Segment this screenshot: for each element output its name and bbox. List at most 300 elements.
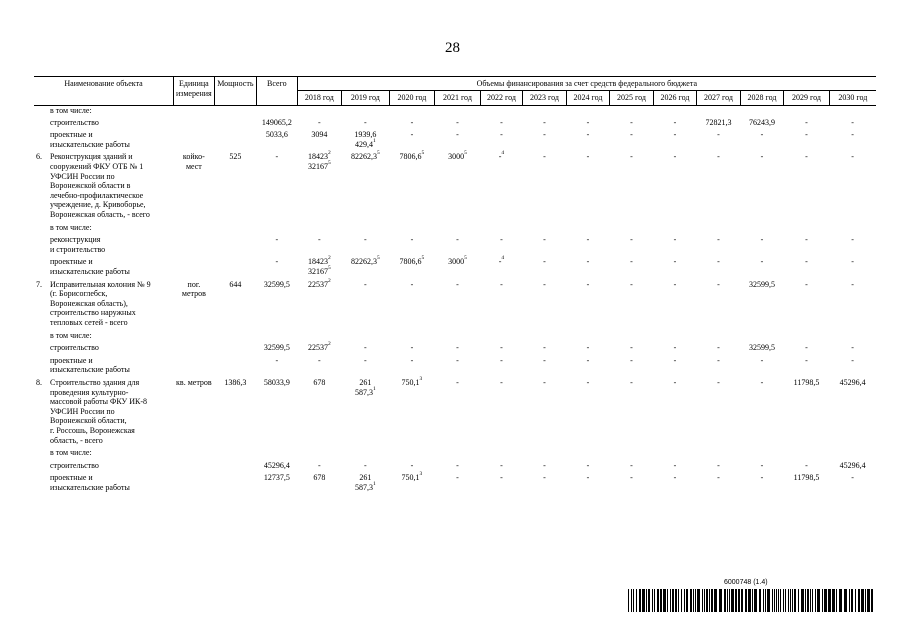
object-name <box>34 343 174 356</box>
year-value-cell: 32599,5 <box>748 279 775 289</box>
object-name-line: проведения культурно- <box>50 387 129 397</box>
year-value-cell: 82262,3$^5$ <box>350 150 380 162</box>
header-year: 2019 год <box>342 90 390 105</box>
year-value-cell: - <box>500 117 503 127</box>
year-value-cell: - <box>673 378 677 387</box>
table-row <box>34 223 876 236</box>
object-name <box>34 331 174 344</box>
page-number: 28 <box>445 40 460 56</box>
year-value-cell: - <box>673 152 677 162</box>
year-value-cell: - <box>586 235 590 245</box>
row-number <box>36 473 50 492</box>
year-value-cell: - <box>456 355 459 365</box>
object-name <box>34 105 174 118</box>
barcode <box>628 589 875 612</box>
year-value-cell: - <box>630 117 633 127</box>
year-value-cell: - <box>500 460 503 470</box>
year-value-cell: - <box>630 235 633 245</box>
header-year: 2029 год <box>784 90 830 105</box>
table-row <box>34 105 876 118</box>
capacity-cell <box>214 223 257 236</box>
year-value-cell <box>297 331 342 344</box>
table-row <box>34 152 876 222</box>
object-name-line: проектные и <box>50 257 93 267</box>
object-name-line: реконструкция <box>50 235 101 245</box>
year-value-cell <box>389 105 435 118</box>
year-value-cell: - <box>805 235 808 245</box>
object-name <box>34 280 174 331</box>
object-name-line: и строительство <box>50 244 106 254</box>
year-value-cell <box>389 331 435 344</box>
unit-cell <box>174 130 214 152</box>
table-row <box>34 235 876 257</box>
year-value-cell: - <box>364 279 367 289</box>
object-name <box>34 257 174 279</box>
year-value-cell: - <box>543 130 546 140</box>
year-value-cell: 82262,3$^5$ <box>350 255 380 267</box>
year-value-cell: - <box>760 473 764 483</box>
capacity-cell <box>214 448 257 461</box>
capacity-cell <box>214 105 257 118</box>
year-value-cell <box>610 448 654 461</box>
row-number: 6. <box>36 152 42 162</box>
table-row <box>34 448 876 461</box>
unit-cell <box>174 105 214 118</box>
object-name <box>34 152 174 222</box>
total-cell <box>257 331 297 344</box>
year-value-cell: 750,1$^3$ <box>401 471 423 483</box>
object-name <box>34 448 174 461</box>
year-value-cell <box>435 223 481 236</box>
object-name-line: Исправительная колония № 9 <box>50 279 151 289</box>
object-name-line: УФСИН России по <box>50 171 115 181</box>
year-value-cell <box>297 223 342 236</box>
total-cell: 32599,5 <box>263 279 290 289</box>
year-value-cell <box>784 331 830 344</box>
unit-cell: пог. метров <box>181 279 206 299</box>
year-value-cell: - <box>630 257 633 267</box>
total-cell: - <box>275 152 279 162</box>
year-value-cell: - <box>673 355 677 365</box>
year-value-cell: 11798,5 <box>793 378 820 387</box>
year-value-cell: 678 <box>313 378 326 387</box>
capacity-cell <box>214 473 257 495</box>
unit-cell <box>174 473 214 495</box>
year-value-cell: 678 <box>313 473 326 483</box>
year-value-cell: - <box>500 343 503 353</box>
row-number <box>36 257 50 276</box>
year-value-cell: 22537$^2$ <box>307 277 331 289</box>
total-cell <box>257 223 297 236</box>
year-value-cell: 18423$^2$ 32167$^5$ <box>307 150 331 172</box>
header-year: 2026 год <box>653 90 697 105</box>
table-row <box>34 461 876 474</box>
object-name-line: строительство <box>50 343 99 353</box>
year-value-cell: 45296,4 <box>839 460 866 470</box>
year-value-cell: - <box>630 355 633 365</box>
object-name-line: строительство наружных <box>50 308 136 318</box>
capacity-cell: 644 <box>229 279 242 289</box>
year-value-cell <box>610 223 654 236</box>
total-cell <box>257 448 297 461</box>
year-value-cell: - <box>543 473 546 483</box>
capacity-cell <box>214 235 257 257</box>
year-value-cell <box>697 105 741 118</box>
object-name <box>34 378 174 448</box>
year-value-cell <box>829 448 876 461</box>
year-value-cell <box>523 223 567 236</box>
object-name-line: тепловых сетей - всего <box>50 318 128 327</box>
year-value-cell: - <box>805 152 808 162</box>
year-value-cell: - <box>760 152 764 162</box>
total-cell: 12737,5 <box>263 473 290 483</box>
object-name-line: в том числе: <box>50 330 92 340</box>
financing-table <box>34 76 876 496</box>
object-name-line: строительство <box>50 460 99 470</box>
year-value-cell <box>829 105 876 118</box>
object-name-line: изыскательские работы <box>50 482 130 492</box>
year-value-cell: - <box>410 343 414 353</box>
row-number <box>36 356 50 375</box>
object-name-line: в том числе: <box>50 448 92 458</box>
year-value-cell: - <box>543 117 546 127</box>
year-value-cell <box>653 223 697 236</box>
year-value-cell: 11798,5 <box>793 473 820 483</box>
year-value-cell: - <box>760 355 764 365</box>
year-value-cell <box>342 105 390 118</box>
table-row <box>34 356 876 378</box>
year-value-cell <box>610 105 654 118</box>
unit-cell <box>174 257 214 279</box>
capacity-cell: 1386,3 <box>224 378 247 387</box>
year-value-cell <box>297 105 342 118</box>
object-name-line: Воронежской области в <box>50 181 131 191</box>
year-value-cell: - <box>760 460 764 470</box>
year-value-cell: - <box>543 279 546 289</box>
year-value-cell: - <box>410 235 414 245</box>
year-value-cell: - <box>456 473 459 483</box>
year-value-cell: - <box>805 130 808 140</box>
year-value-cell: - <box>630 343 633 353</box>
year-value-cell <box>523 105 567 118</box>
year-value-cell <box>480 448 523 461</box>
year-value-cell: 3000$^5$ <box>448 150 467 162</box>
year-value-cell: - <box>586 279 590 289</box>
year-value-cell <box>480 223 523 236</box>
year-value-cell: - <box>456 117 459 127</box>
year-value-cell: - <box>673 473 677 483</box>
unit-cell <box>174 356 214 378</box>
year-value-cell: - <box>717 355 720 365</box>
year-value-cell: - <box>760 257 764 267</box>
year-value-cell <box>342 223 390 236</box>
header-year: 2030 год <box>829 90 876 105</box>
year-value-cell <box>435 331 481 344</box>
unit-cell <box>174 223 214 236</box>
table-row <box>34 378 876 448</box>
header-unit: Единица измерения <box>174 77 214 106</box>
year-value-cell <box>389 448 435 461</box>
year-value-cell: - <box>673 343 677 353</box>
year-value-cell: - <box>456 130 459 140</box>
year-value-cell: - <box>717 473 720 483</box>
year-value-cell: - <box>586 130 590 140</box>
year-value-cell: -$^4$ <box>498 255 505 267</box>
capacity-cell <box>214 331 257 344</box>
object-name-line: проектные и <box>50 473 93 483</box>
year-value-cell: - <box>410 130 414 140</box>
object-name-line: изыскательские работы <box>50 267 130 277</box>
object-name-line: Воронежская область), <box>50 298 128 308</box>
year-value-cell: - <box>364 117 367 127</box>
row-number <box>36 235 50 254</box>
unit-cell <box>174 461 214 474</box>
year-value-cell: - <box>586 355 590 365</box>
object-name-line: проектные и <box>50 355 93 365</box>
year-value-cell: - <box>851 279 854 289</box>
header-year: 2020 год <box>389 90 435 105</box>
year-value-cell: - <box>456 279 459 289</box>
year-value-cell: 261 587,3$^1$ <box>354 378 376 397</box>
object-name-line: строительство <box>50 117 99 127</box>
row-number <box>36 331 50 341</box>
unit-cell: койко- мест <box>182 152 205 172</box>
year-value-cell: - <box>717 343 720 353</box>
row-number <box>36 106 50 116</box>
year-value-cell: - <box>364 355 367 365</box>
unit-cell <box>174 235 214 257</box>
year-value-cell: - <box>364 460 367 470</box>
year-value-cell: 3094 <box>311 130 328 140</box>
year-value-cell <box>653 105 697 118</box>
year-value-cell: - <box>805 460 808 470</box>
year-value-cell: - <box>717 378 720 387</box>
capacity-cell <box>214 118 257 131</box>
object-name-line: (г. Борисоглебск, <box>50 289 108 299</box>
year-value-cell <box>829 331 876 344</box>
year-value-cell <box>740 223 784 236</box>
row-number <box>36 118 50 128</box>
year-value-cell: 76243,9 <box>748 117 775 127</box>
year-value-cell <box>566 448 610 461</box>
year-value-cell <box>697 448 741 461</box>
capacity-cell: 525 <box>229 152 242 162</box>
row-number: 8. <box>36 378 42 387</box>
year-value-cell <box>784 448 830 461</box>
table-row <box>34 473 876 495</box>
year-value-cell: - <box>851 117 854 127</box>
year-value-cell: - <box>805 355 808 365</box>
row-number <box>36 448 50 458</box>
year-value-cell: - <box>851 355 854 365</box>
year-value-cell: - <box>673 117 677 127</box>
year-value-cell: 261 587,3$^1$ <box>354 473 376 492</box>
unit-cell <box>174 331 214 344</box>
object-name <box>34 235 174 257</box>
year-value-cell: - <box>630 130 633 140</box>
header-year: 2024 год <box>566 90 610 105</box>
year-value-cell <box>740 105 784 118</box>
total-cell: - <box>275 235 279 245</box>
year-value-cell: 1939,6 429,4$^1$ <box>354 130 377 149</box>
capacity-cell <box>214 356 257 378</box>
year-value-cell: - <box>586 378 590 387</box>
total-cell: - <box>275 257 279 267</box>
year-value-cell: - <box>500 378 503 387</box>
total-cell: 32599,5 <box>263 343 290 353</box>
year-value-cell: 32599,5 <box>748 343 775 353</box>
total-cell: 5033,6 <box>265 130 288 140</box>
year-value-cell <box>389 223 435 236</box>
year-value-cell: - <box>673 257 677 267</box>
object-name-line: УФСИН России по <box>50 406 115 416</box>
year-value-cell: 7806,6$^5$ <box>399 150 425 162</box>
year-value-cell <box>566 223 610 236</box>
year-value-cell: - <box>543 343 546 353</box>
year-value-cell <box>610 331 654 344</box>
year-value-cell <box>435 105 481 118</box>
year-value-cell: - <box>805 117 808 127</box>
year-value-cell: - <box>500 130 503 140</box>
object-name-line: лечебно-профилактическое <box>50 190 144 200</box>
object-name-line: изыскательские работы <box>50 139 130 149</box>
capacity-cell <box>214 257 257 279</box>
year-value-cell: - <box>673 235 677 245</box>
year-value-cell: 3000$^5$ <box>448 255 467 267</box>
year-value-cell: - <box>456 343 459 353</box>
year-value-cell: -$^4$ <box>498 150 505 162</box>
object-name-line: Реконструкция зданий и <box>50 152 133 162</box>
year-value-cell: - <box>760 378 764 387</box>
object-name-line: изыскательские работы <box>50 365 130 375</box>
year-value-cell <box>297 448 342 461</box>
table-row <box>34 130 876 152</box>
year-value-cell: - <box>673 130 677 140</box>
object-name <box>34 473 174 495</box>
year-value-cell: - <box>543 152 546 162</box>
row-number <box>36 223 50 233</box>
object-name-line: Строительство здания для <box>50 378 140 387</box>
year-value-cell: - <box>586 257 590 267</box>
year-value-cell: - <box>851 257 854 267</box>
object-name-line: г. Россошь, Воронежская <box>50 425 135 435</box>
year-value-cell: - <box>851 152 854 162</box>
year-value-cell: - <box>805 343 808 353</box>
year-value-cell: - <box>318 460 321 470</box>
year-value-cell: - <box>760 235 764 245</box>
year-value-cell <box>523 331 567 344</box>
year-value-cell: - <box>805 257 808 267</box>
year-value-cell: - <box>410 460 414 470</box>
year-value-cell: - <box>543 378 546 387</box>
capacity-cell <box>214 130 257 152</box>
year-value-cell <box>829 223 876 236</box>
year-value-cell: - <box>586 117 590 127</box>
object-name <box>34 118 174 131</box>
year-value-cell: - <box>851 343 854 353</box>
year-value-cell <box>480 331 523 344</box>
object-name <box>34 356 174 378</box>
barcode-label: 6000748 (1.4) <box>724 579 768 586</box>
year-value-cell: 7806,6$^5$ <box>399 255 425 267</box>
year-value-cell <box>523 448 567 461</box>
year-value-cell: - <box>410 279 414 289</box>
year-value-cell: - <box>318 235 321 245</box>
year-value-cell <box>480 105 523 118</box>
year-value-cell: - <box>805 279 808 289</box>
total-cell: - <box>275 355 279 365</box>
year-value-cell: - <box>500 473 503 483</box>
object-name-line: в том числе: <box>50 105 92 115</box>
year-value-cell: - <box>717 257 720 267</box>
header-year: 2021 год <box>435 90 481 105</box>
year-value-cell: - <box>851 130 854 140</box>
year-value-cell <box>697 223 741 236</box>
header-capacity: Мощность <box>214 77 257 106</box>
year-value-cell: - <box>543 355 546 365</box>
unit-cell: кв. метров <box>176 378 212 387</box>
object-name <box>34 461 174 474</box>
row-number <box>36 461 50 471</box>
table-row <box>34 118 876 131</box>
year-value-cell: - <box>410 117 414 127</box>
header-year: 2018 год <box>297 90 342 105</box>
row-number: 7. <box>36 279 42 289</box>
year-value-cell <box>740 448 784 461</box>
year-value-cell: - <box>543 235 546 245</box>
year-value-cell: - <box>500 355 503 365</box>
year-value-cell: - <box>717 279 720 289</box>
year-value-cell: - <box>586 460 590 470</box>
year-value-cell: - <box>456 235 459 245</box>
year-value-cell <box>653 448 697 461</box>
capacity-cell <box>214 343 257 356</box>
year-value-cell: - <box>630 378 633 387</box>
header-year: 2022 год <box>480 90 523 105</box>
year-value-cell: - <box>630 152 633 162</box>
year-value-cell: - <box>543 257 546 267</box>
header-year: 2027 год <box>697 90 741 105</box>
header-financing: Объемы финансирования за счет средств федерального бюджета <box>297 77 876 91</box>
total-cell: 58033,9 <box>263 378 290 387</box>
object-name <box>34 130 174 152</box>
year-value-cell: - <box>851 473 854 483</box>
unit-cell <box>174 343 214 356</box>
year-value-cell: - <box>760 130 764 140</box>
year-value-cell: - <box>586 343 590 353</box>
year-value-cell: - <box>500 279 503 289</box>
year-value-cell: - <box>630 473 633 483</box>
year-value-cell: - <box>364 343 367 353</box>
year-value-cell: 22537$^2$ <box>307 341 331 353</box>
year-value-cell <box>740 331 784 344</box>
year-value-cell <box>435 448 481 461</box>
year-value-cell: - <box>630 460 633 470</box>
year-value-cell <box>342 331 390 344</box>
unit-cell <box>174 118 214 131</box>
year-value-cell: - <box>456 378 459 387</box>
year-value-cell <box>697 331 741 344</box>
year-value-cell: - <box>851 235 854 245</box>
year-value-cell <box>653 331 697 344</box>
object-name-line: проектные и <box>50 130 93 140</box>
year-value-cell: 45296,4 <box>839 378 866 387</box>
header-year: 2028 год <box>740 90 784 105</box>
header-year: 2025 год <box>610 90 654 105</box>
year-value-cell: - <box>456 460 459 470</box>
object-name-line: область, - всего <box>50 435 103 445</box>
year-value-cell: - <box>318 117 321 127</box>
